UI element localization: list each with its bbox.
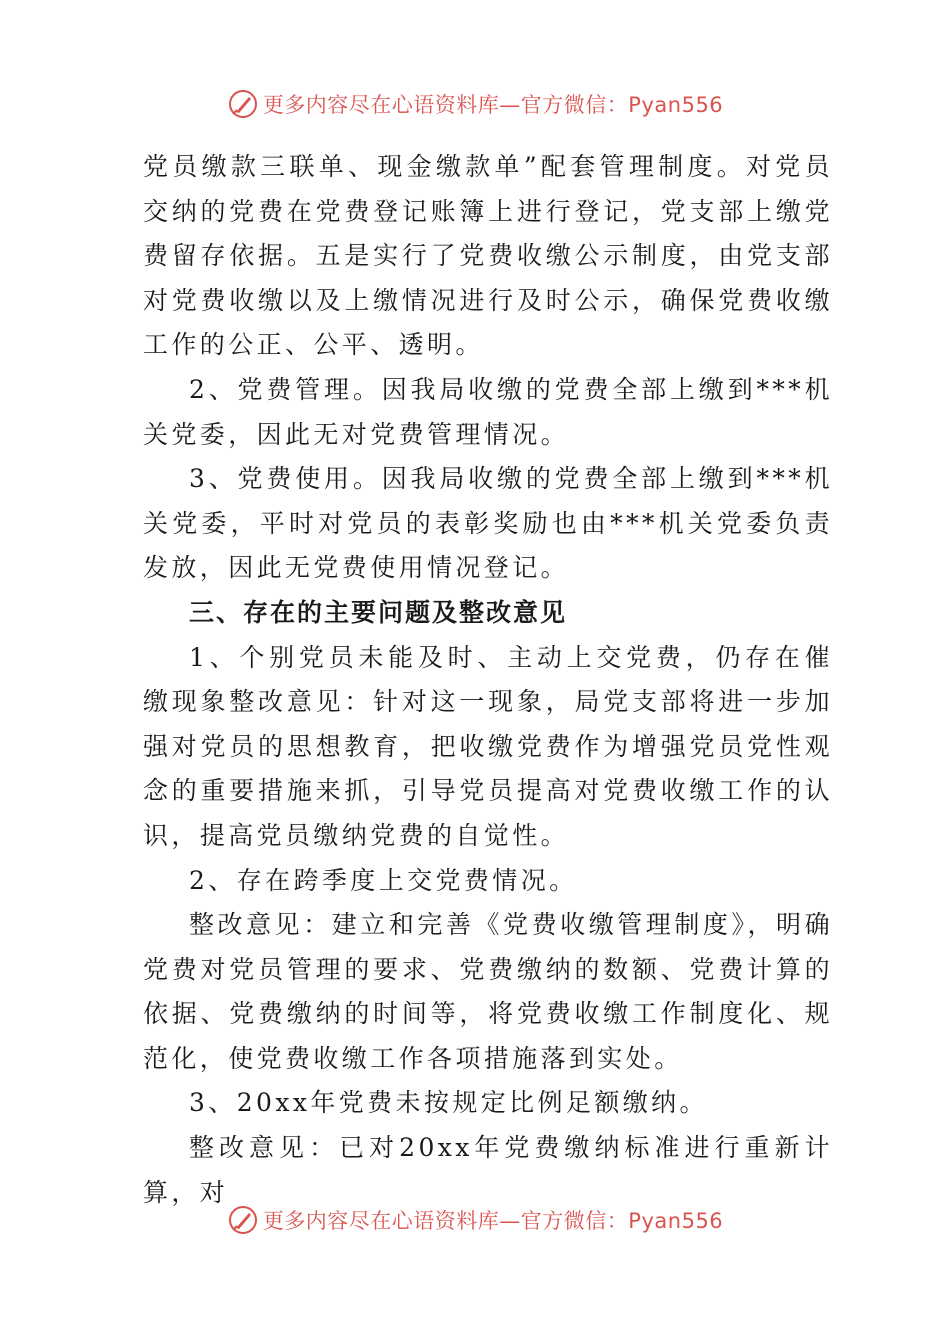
- quill-logo-icon: [227, 88, 259, 120]
- paragraph-rectification-2: 整改意见：建立和完善《党费收缴管理制度》，明确党费对党员管理的要求、党费缴纳的数额、党费计算的依据、党费缴纳的时间等，将党费收缴工作制度化、规范化，使党费收缴工作各项措施落到实处。: [143, 910, 833, 1073]
- paragraph-party-fee-management: 2、党费管理。因我局收缴的党费全部上缴到***机关党委，因此无对党费管理情况。: [143, 374, 833, 449]
- footer-watermark-text: 更多内容尽在心语资料库—官方微信：Pyan556: [262, 1209, 724, 1233]
- document-body: [143, 145, 833, 1215]
- quill-logo-icon: [227, 1204, 259, 1236]
- header-watermark-text: 更多内容尽在心语资料库—官方微信：Pyan556: [262, 93, 724, 117]
- header-watermark-banner: [0, 84, 950, 124]
- paragraph-problem-3: 3、20xx年党费未按规定比例足额缴纳。: [189, 1088, 708, 1118]
- paragraph-problem-1: 1、个别党员未能及时、主动上交党费，仍存在催缴现象整改意见：针对这一现象，局党支部将进一步加强对党员的思想教育，把收缴党费作为增强党员党性观念的重要措施来抓，引导党员提高对党费收缴工作的认识，提高党员缴纳党费的自觉性。: [143, 642, 833, 850]
- paragraph-problem-2: 2、存在跨季度上交党费情况。: [189, 865, 578, 895]
- section-heading-problems: 三、存在的主要问题及整改意见: [189, 597, 568, 627]
- paragraph-continuation: 党员缴款三联单、现金缴款单”配套管理制度。对党员交纳的党费在党费登记账簿上进行登记，党支部上缴党费留存依据。五是实行了党费收缴公示制度，由党支部对党费收缴以及上缴情况进行及时公示，确保党费收缴工作的公正、公平、透明。: [143, 152, 833, 360]
- footer-watermark-banner: [0, 1200, 950, 1240]
- paragraph-party-fee-usage: 3、党费使用。因我局收缴的党费全部上缴到***机关党委，平时对党员的表彰奖励也由***机关党委负责发放，因此无党费使用情况登记。: [143, 464, 833, 583]
- paragraph-rectification-3: 整改意见：已对20xx年党费缴纳标准进行重新计算，对: [143, 1133, 833, 1207]
